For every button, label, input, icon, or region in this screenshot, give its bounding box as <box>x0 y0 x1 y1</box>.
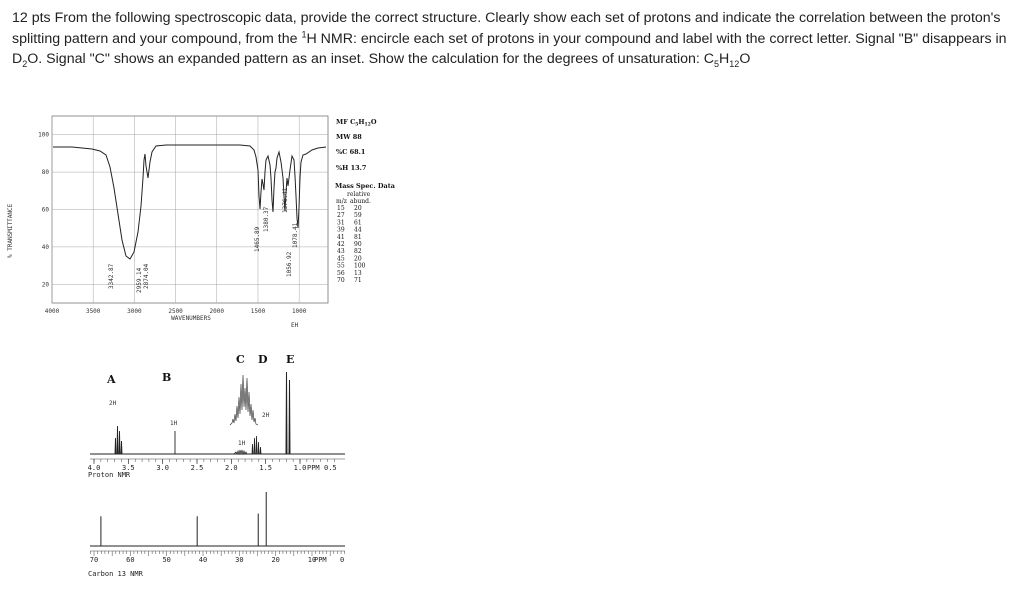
hnmr-peak-c <box>234 450 247 454</box>
molecular-weight: MW 88 <box>336 133 362 141</box>
ir-x-tick-label: 1000 <box>291 308 307 315</box>
cnmr-axis-label: 40 <box>198 556 208 564</box>
signal-integration-b: 1H <box>170 420 178 427</box>
signal-letter-e: E <box>286 353 295 366</box>
ir-y-tick-label: 100 <box>38 131 49 139</box>
ir-peak-label: 1376.41 <box>282 187 289 213</box>
ir-y-tick-label: 40 <box>41 243 49 251</box>
ms-mz-value: 39 <box>337 226 345 234</box>
ir-peak-label: 2959.14 <box>136 267 143 293</box>
ir-peak-label: 1056.92 <box>286 251 293 277</box>
hnmr-axis-label: 2.0 <box>225 464 238 472</box>
ms-mz-value: 43 <box>337 248 345 256</box>
cnmr-peaks <box>101 492 266 546</box>
ir-peak-label: 1465.89 <box>254 226 261 252</box>
ir-x-tick-label: 1500 <box>250 308 266 315</box>
signal-letter-b: B <box>162 371 172 384</box>
signal-integration-c: 1H <box>238 440 246 447</box>
ms-data-table <box>337 205 366 284</box>
carbon-13-nmr-spectrum <box>88 492 345 578</box>
hnmr-tail-label: 0.5 <box>324 464 337 472</box>
hnmr-ppm-label: PPM <box>307 464 320 472</box>
ir-peak-label: 1380.37 <box>263 206 270 232</box>
ms-mz-value: 41 <box>337 233 345 241</box>
ms-abundance-value: 71 <box>354 277 362 284</box>
hnmr-signal-c <box>230 353 258 454</box>
hnmr-peak-d <box>250 436 261 454</box>
ir-x-tick-label: 2000 <box>209 308 225 315</box>
cnmr-axis-label: 30 <box>235 556 244 564</box>
signal-integration-d: 2H <box>262 412 270 419</box>
hnmr-signal-e <box>283 322 299 454</box>
ir-y-tick-label: 80 <box>41 169 49 177</box>
ir-peak-label: 1078.41 <box>292 222 299 248</box>
hnmr-peak-a <box>112 426 122 454</box>
question-part-1: 12 pts From the following spectroscopic data, provide the correct structure. Clearly show each set of protons and indicate the correlation between the proton's splitting pattern and your compound, from the <box>12 10 1001 47</box>
ms-abundance-value: 20 <box>354 205 362 212</box>
subscript-h12: 12 <box>729 58 740 69</box>
ir-spectrum <box>7 116 328 329</box>
cnmr-ppm-label: PPM <box>314 556 327 564</box>
ms-mz-value: 15 <box>337 205 345 212</box>
signal-letter-d: D <box>258 353 268 366</box>
ms-relative-label: relative <box>347 191 371 198</box>
ms-info-panel <box>335 118 396 284</box>
subscript-d2o: 2 <box>22 58 28 69</box>
ms-abundance-value: 81 <box>354 233 362 241</box>
ms-col-abund: abund. <box>350 198 371 205</box>
ms-title: Mass Spec. Data <box>335 182 395 190</box>
molecular-formula: MF $C_5H_{12}O$ <box>336 118 377 128</box>
hnmr-signal-a <box>106 373 122 454</box>
ir-x-ticks <box>45 308 307 315</box>
ir-y-ticks <box>38 132 49 289</box>
ms-abundance-value: 90 <box>354 241 362 248</box>
ms-abundance-value: 59 <box>354 212 362 220</box>
cnmr-zero-label: 0 <box>340 556 345 564</box>
subscript-c5: 5 <box>714 58 720 69</box>
percent-carbon: %C 68.1 <box>336 148 366 156</box>
cnmr-axis-ticks <box>90 551 345 564</box>
cnmr-axis-label: 70 <box>89 556 99 564</box>
hnmr-signal-d <box>250 353 270 454</box>
hnmr-axis-label: 3.0 <box>156 464 169 472</box>
ms-mz-value: 56 <box>337 269 345 277</box>
hnmr-title: Proton NMR <box>88 471 131 479</box>
cnmr-axis-label: 60 <box>126 556 135 564</box>
ir-x-tick-label: 3500 <box>85 308 101 315</box>
proton-nmr-spectrum <box>88 322 345 479</box>
ms-abundance-value: 44 <box>354 226 362 234</box>
question-part-5: O <box>739 51 751 67</box>
ir-corner-label: EH <box>291 322 299 329</box>
ir-x-tick-label: 2500 <box>168 308 183 315</box>
ms-abundance-value: 13 <box>354 269 362 277</box>
percent-hydrogen: %H 13.7 <box>336 164 367 172</box>
hnmr-axis-label: 4.0 <box>87 464 101 472</box>
ms-mz-value: 42 <box>337 241 345 248</box>
ir-y-label: % TRANSMITTANCE <box>7 203 14 258</box>
ms-mz-value: 70 <box>337 277 345 284</box>
ir-peak-label: 3342.87 <box>108 263 115 289</box>
question-part-3: O. Signal "C" shows an expanded pattern as an inset. Show the calculation for the degrees of unsaturation: C <box>27 51 715 67</box>
ir-x-label: WAVENUMBERS <box>171 315 211 322</box>
ir-x-tick-label: 3000 <box>127 308 142 315</box>
ms-abundance-value: 82 <box>354 248 362 256</box>
hnmr-axis-label: 2.5 <box>190 464 204 472</box>
cnmr-axis-label: 10 <box>307 556 317 564</box>
ir-peak-label: 2874.04 <box>143 263 150 289</box>
ir-y-tick-label: 60 <box>41 206 49 214</box>
hnmr-inset-c <box>230 375 258 425</box>
ir-x-tick-label: 4000 <box>44 308 60 315</box>
ms-mz-value: 45 <box>337 255 345 263</box>
superscript-1: 1 <box>301 28 307 39</box>
ms-abundance-value: 61 <box>354 219 362 227</box>
cnmr-title: Carbon 13 NMR <box>88 570 143 578</box>
cnmr-axis-label: 20 <box>271 556 280 564</box>
signal-letter-a: A <box>107 373 116 386</box>
ms-abundance-value: 20 <box>354 255 362 263</box>
hnmr-axis-label: 1.0 <box>293 464 307 472</box>
cnmr-axis-label: 50 <box>162 556 171 564</box>
ms-mz-value: 55 <box>337 262 345 270</box>
question-part-4: H <box>719 51 730 67</box>
question-part-2: H NMR: encircle each set of protons in your compound and label with the correct letter. Signal "B" disappears in D <box>12 30 1007 67</box>
signal-integration-a: 2H <box>109 400 117 407</box>
hnmr-axis-label: 1.5 <box>259 464 272 472</box>
ms-col-mz: m/z <box>336 198 347 205</box>
ms-abundance-value: 100 <box>354 262 366 270</box>
ms-mz-value: 31 <box>337 219 345 227</box>
hnmr-axis-label: 3.5 <box>122 464 135 472</box>
signal-letter-c: C <box>236 353 245 366</box>
hnmr-peak-e <box>283 372 292 454</box>
ms-mz-value: 27 <box>337 212 345 220</box>
hnmr-signal-b <box>162 371 178 454</box>
ir-y-tick-label: 20 <box>41 281 49 289</box>
